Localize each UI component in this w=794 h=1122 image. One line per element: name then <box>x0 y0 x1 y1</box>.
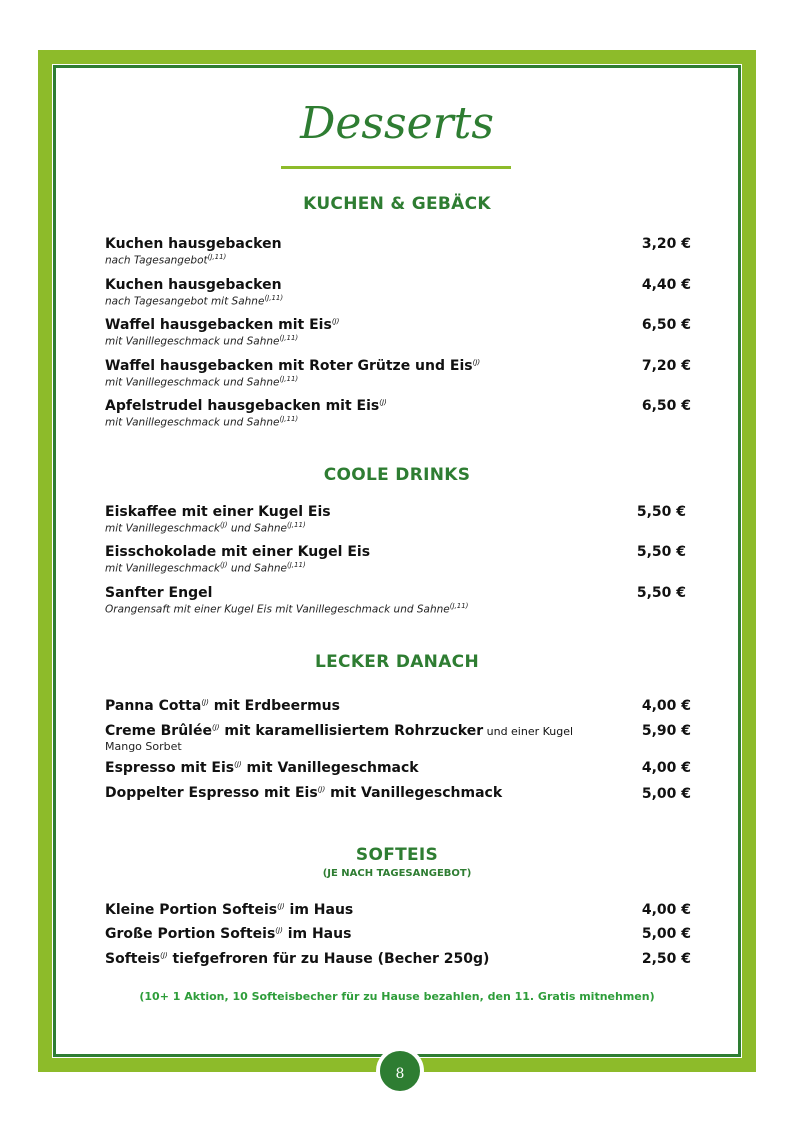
item-price: 5,00 € <box>641 786 691 802</box>
menu-item <box>105 398 387 429</box>
item-desc: mit Vanillegeschmack und Sahne$^{(J,11)}$ <box>105 334 299 348</box>
item-name: Doppelter Espresso mit Eis$^{(J)}$ mit Vanillegeschmack <box>105 785 503 801</box>
page-title: Desserts <box>300 98 494 149</box>
item-name: Kuchen hausgebacken <box>105 277 282 293</box>
item-desc: mit Vanillegeschmack$^{(J)}$ und Sahne$^{(J,11)}$ <box>105 561 306 575</box>
menu-item <box>105 785 502 801</box>
item-name: Eisschokolade mit einer Kugel Eis <box>105 544 371 560</box>
item-name: Kleine Portion Softeis$^{(J)}$ im Haus <box>105 902 354 918</box>
item-name: Sanfter Engel <box>105 585 213 601</box>
item-price: 4,00 € <box>641 698 691 714</box>
item-name: Waffel hausgebacken mit Roter Grütze und Eis$^{(J)}$ <box>105 358 481 374</box>
item-desc: Orangensaft mit einer Kugel Eis mit Vanillegeschmack und Sahne$^{(J,11)}$ <box>105 602 469 616</box>
footer-note: (10+ 1 Aktion, 10 Softeisbecher für zu Hause bezahlen, den 11. Gratis mitnehmen) <box>139 990 655 1003</box>
item-desc: nach Tagesangebot mit Sahne$^{(J,11)}$ <box>105 294 284 308</box>
menu-item <box>105 277 283 308</box>
item-name: Große Portion Softeis$^{(J)}$ im Haus <box>105 926 352 942</box>
menu-item <box>105 698 340 714</box>
item-price: 5,90 € <box>641 723 691 739</box>
item-name: Creme Brûlée$^{(J)}$ mit karamellisiertem Rohrzucker und einer Kugel <box>105 723 574 739</box>
item-price: 4,00 € <box>641 760 691 776</box>
item-price: 2,50 € <box>641 951 691 967</box>
menu-item <box>105 951 489 967</box>
section-subtitle: (JE NACH TAGESANGEBOT) <box>322 868 472 879</box>
item-name: Kuchen hausgebacken <box>105 236 282 252</box>
item-name: Eiskaffee mit einer Kugel Eis <box>105 504 331 520</box>
menu-item <box>105 723 573 753</box>
menu-item <box>105 236 282 267</box>
section-title-softeis: SOFTEIS <box>355 845 439 865</box>
item-desc: Mango Sorbet <box>105 740 182 753</box>
item-name: Apfelstrudel hausgebacken mit Eis$^{(J)}$ <box>105 398 387 414</box>
page-number: 8 <box>395 1066 405 1082</box>
item-price: 5,50 € <box>636 544 686 560</box>
item-price: 4,00 € <box>641 902 691 918</box>
item-price: 4,40 € <box>641 277 691 293</box>
menu-item <box>105 585 468 616</box>
menu-item <box>105 317 339 348</box>
item-name: Espresso mit Eis$^{(J)}$ mit Vanillegeschmack <box>105 760 419 776</box>
menu-item <box>105 504 331 535</box>
item-name: Panna Cotta$^{(J)}$ mit Erdbeermus <box>105 698 340 714</box>
item-price: 6,50 € <box>641 398 691 414</box>
item-desc: nach Tagesangebot$^{(J,11)}$ <box>105 253 227 267</box>
item-price: 3,20 € <box>641 236 691 252</box>
menu-item <box>105 760 419 776</box>
item-desc: mit Vanillegeschmack$^{(J)}$ und Sahne$^{(J,11)}$ <box>105 521 306 535</box>
section-title-drinks: COOLE DRINKS <box>323 465 471 485</box>
item-name: Softeis$^{(J)}$ tiefgefroren für zu Hause (Becher 250g) <box>105 951 490 967</box>
item-desc: mit Vanillegeschmack und Sahne$^{(J,11)}$ <box>105 415 299 429</box>
item-price: 5,50 € <box>636 504 686 520</box>
menu-item <box>105 902 353 918</box>
menu-item <box>105 544 370 575</box>
section-title-lecker: LECKER DANACH <box>315 652 479 672</box>
title-underline <box>281 166 511 169</box>
section-title-kuchen: KUCHEN & GEBÄCK <box>303 194 491 214</box>
menu-item <box>105 358 480 389</box>
item-price: 5,00 € <box>641 926 691 942</box>
item-price: 7,20 € <box>641 358 691 374</box>
item-name: Waffel hausgebacken mit Eis$^{(J)}$ <box>105 317 340 333</box>
menu-item <box>105 926 351 942</box>
item-price: 5,50 € <box>636 585 686 601</box>
item-desc: mit Vanillegeschmack und Sahne$^{(J,11)}$ <box>105 375 299 389</box>
item-price: 6,50 € <box>641 317 691 333</box>
